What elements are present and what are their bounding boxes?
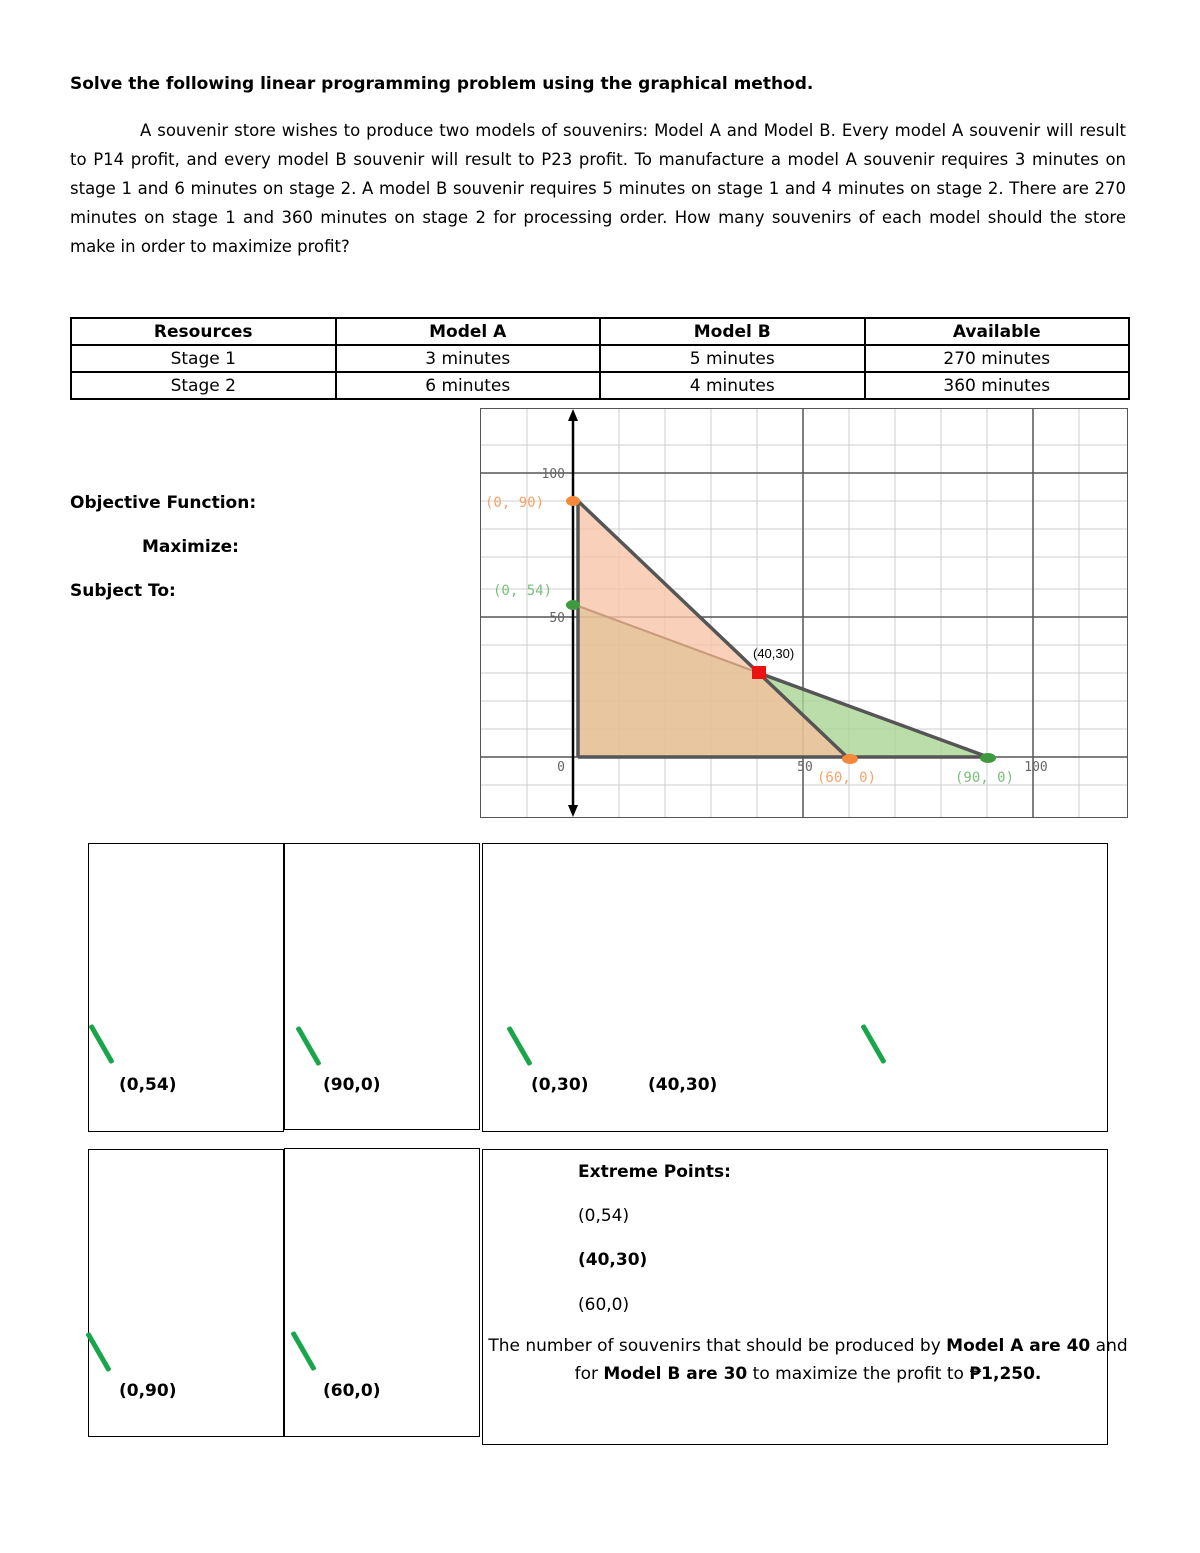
vertex-label: (40,30) (648, 1075, 718, 1095)
table-header: Available (865, 318, 1130, 345)
check-mark-icon (85, 1332, 111, 1373)
point-0-90 (566, 496, 580, 506)
table-cell: 3 minutes (336, 345, 601, 372)
table-cell: Stage 2 (71, 372, 336, 399)
point-label-60-0: (60, 0) (817, 770, 877, 786)
optimal-point-40-30 (752, 666, 766, 679)
extreme-points-box (482, 1149, 1108, 1445)
point-60-0 (842, 754, 858, 764)
point-label-0-54: (0, 54) (493, 583, 553, 599)
table-header: Resources (71, 318, 336, 345)
feasible-region-graph (480, 408, 1128, 818)
table-header: Model A (336, 318, 601, 345)
table-header-row (71, 318, 1129, 345)
extreme-point: (0,54) (578, 1206, 630, 1226)
maximize-label: Maximize: (142, 537, 239, 557)
conclusion: The number of souvenirs that should be produced by Model A are 40 and for Model B are 30 to maximize the profit to ₱1,250. (488, 1336, 1128, 1384)
problem-statement: A souvenir store wishes to produce two models of souvenirs: Model A and Model B. Every model A souvenir will result to P14 profit, and every model B souvenir will result to P23 profit. To manufacture a model A souvenir requires 3 minutes on stage 1 and 6 minutes on stage 2. A model B souvenir requires 5 minutes on stage 1 and 4 minutes on stage 2. There are 270 minutes on stage 1 and 360 minutes on stage 2 for processing order. How many souvenirs of each model should the store make in order to maximize profit? (70, 121, 1126, 256)
check-mark-icon (506, 1026, 532, 1067)
point-label-90-0: (90, 0) (955, 770, 1015, 786)
vertex-label: (0,54) (119, 1075, 177, 1095)
y-tick-label: 100 (541, 467, 565, 482)
resources-table (70, 317, 1130, 400)
vertex-box (88, 843, 284, 1132)
check-mark-icon (88, 1024, 114, 1065)
x-tick-label: 50 (797, 760, 813, 775)
extreme-points-heading: Extreme Points: (578, 1162, 731, 1182)
vertex-box (284, 843, 480, 1130)
vertex-box (284, 1148, 480, 1437)
point-label-0-90: (0, 90) (485, 495, 545, 511)
subject-to-label: Subject To: (70, 581, 176, 601)
vertex-label: (60,0) (323, 1381, 381, 1401)
table-cell: Stage 1 (71, 345, 336, 372)
point-90-0 (980, 753, 996, 763)
vertex-box (88, 1149, 284, 1437)
table-cell: 4 minutes (600, 372, 865, 399)
vertex-box-wide (482, 843, 1108, 1132)
vertex-label: (0,90) (119, 1381, 177, 1401)
y-tick-label: 50 (549, 611, 565, 626)
vertex-label: (0,30) (531, 1075, 589, 1095)
check-mark-icon (295, 1026, 321, 1067)
table-header: Model B (600, 318, 865, 345)
page-title: Solve the following linear programming problem using the graphical method. (70, 74, 814, 94)
extreme-point: (40,30) (578, 1250, 648, 1270)
vertex-label: (90,0) (323, 1075, 381, 1095)
x-tick-label: 100 (1024, 760, 1048, 775)
table-row (71, 345, 1129, 372)
table-cell: 5 minutes (600, 345, 865, 372)
table-cell: 6 minutes (336, 372, 601, 399)
objective-function-label: Objective Function: (70, 493, 257, 513)
table-cell: 270 minutes (865, 345, 1130, 372)
point-0-54 (566, 600, 580, 610)
table-cell: 360 minutes (865, 372, 1130, 399)
graph-svg (481, 409, 1127, 817)
point-label-40-30: (40,30) (753, 646, 795, 661)
table-row (71, 372, 1129, 399)
y-tick-label: 0 (557, 760, 565, 775)
extreme-point: (60,0) (578, 1295, 630, 1315)
check-mark-icon (290, 1331, 316, 1372)
check-mark-icon (860, 1024, 886, 1065)
